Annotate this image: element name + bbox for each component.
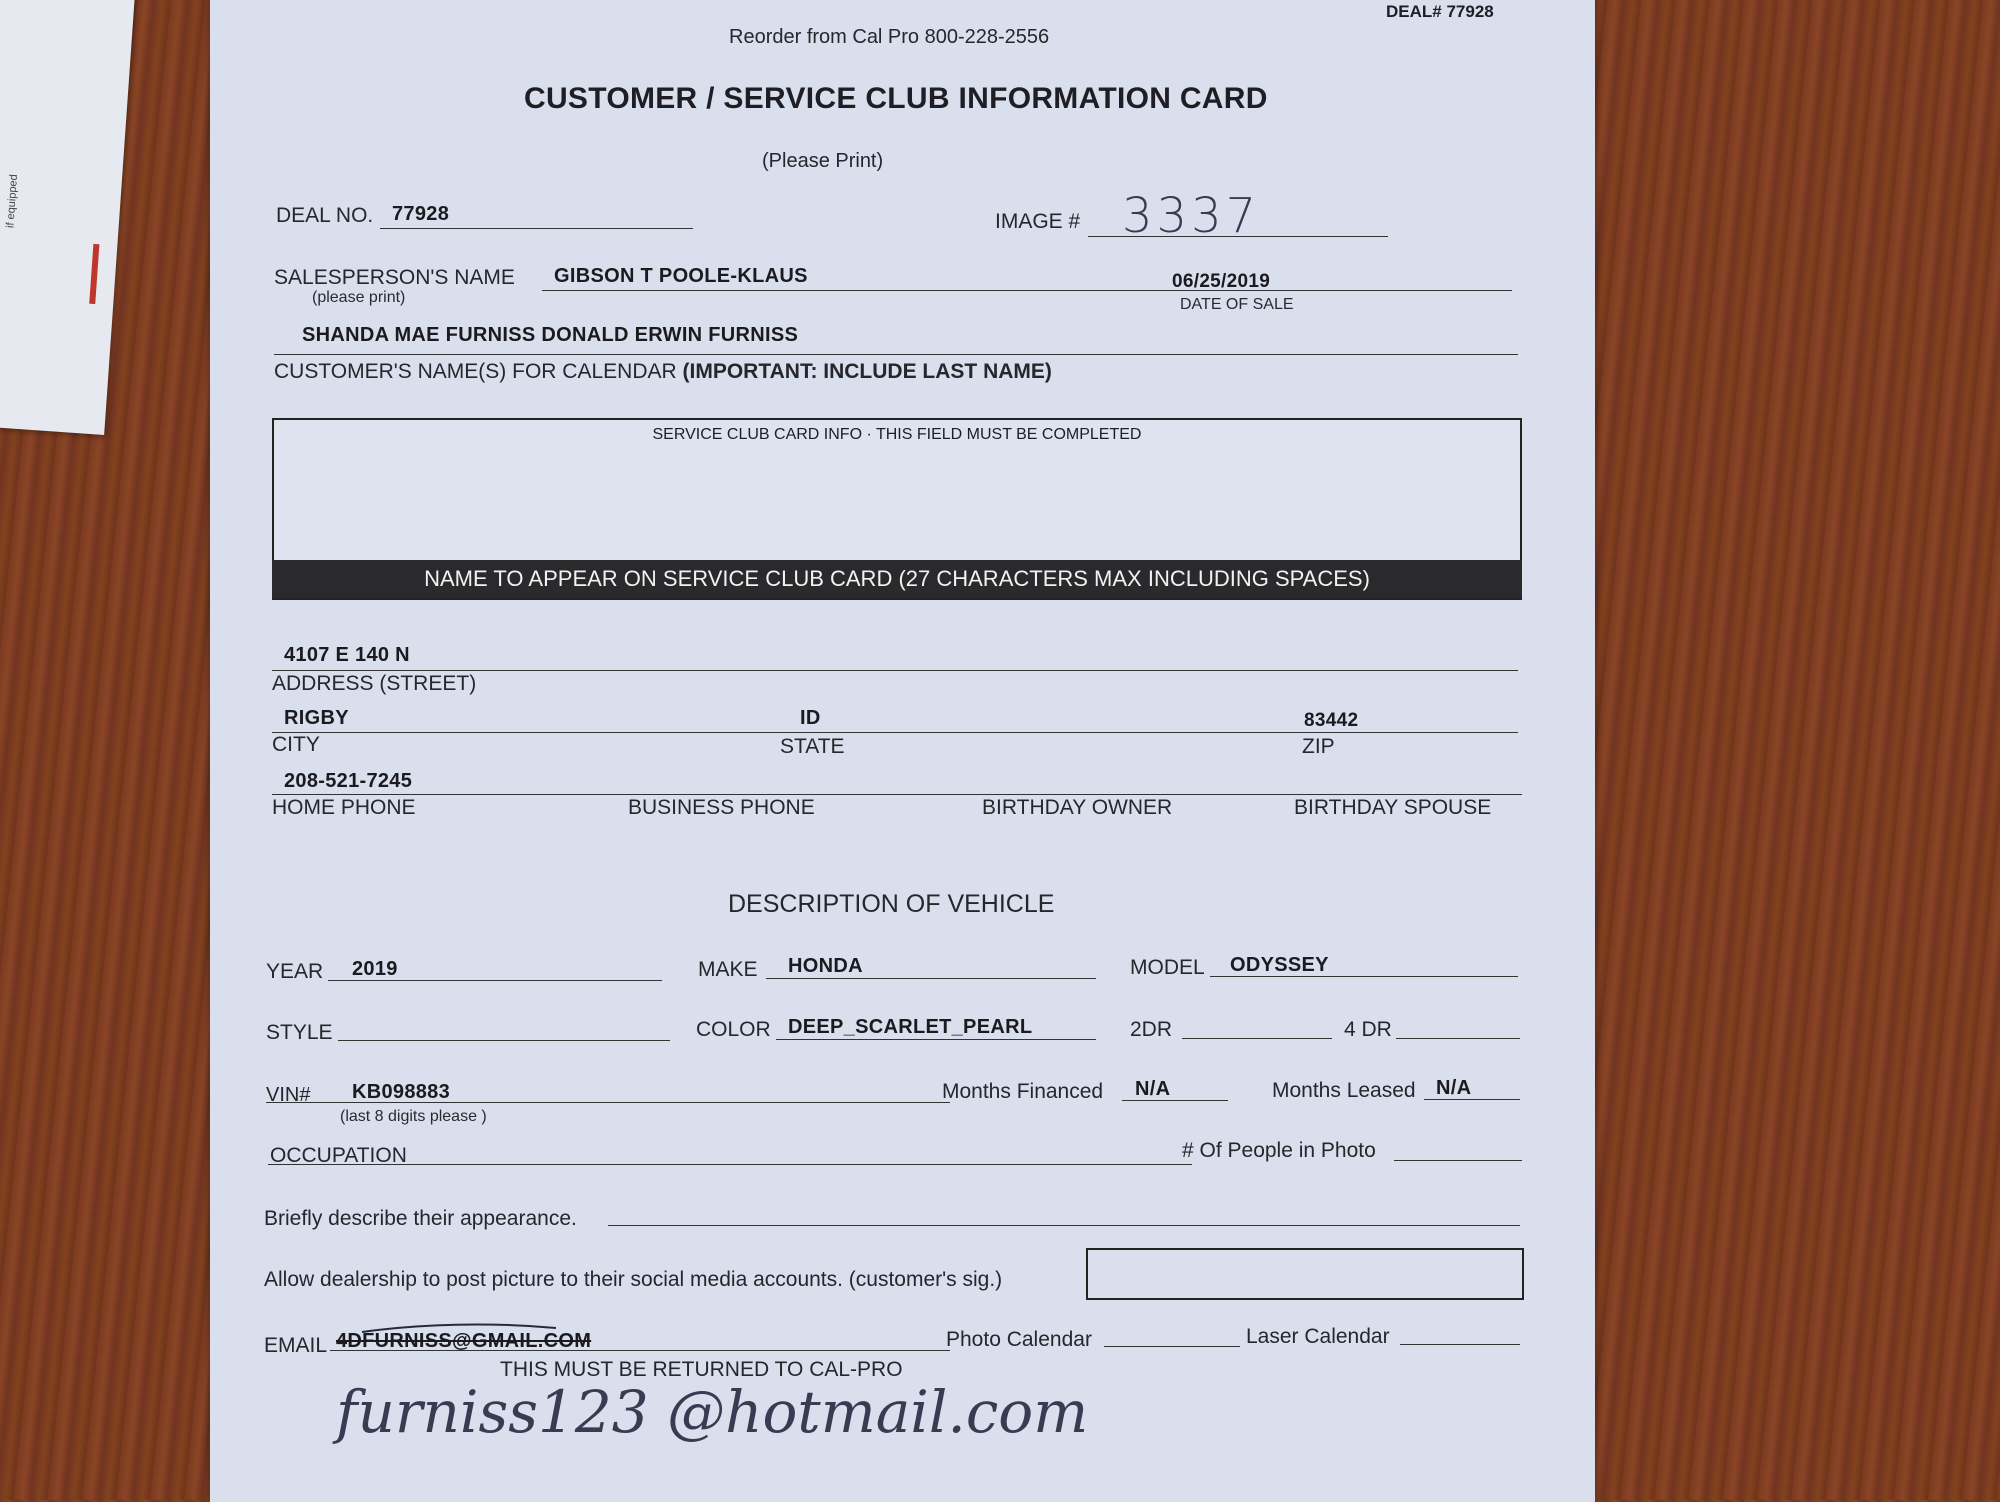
people-in-photo-field[interactable] (1394, 1160, 1522, 1161)
red-mark (89, 244, 99, 304)
style-label: STYLE (266, 1021, 333, 1044)
street-value[interactable]: 4107 E 140 N (284, 644, 410, 666)
make-label: MAKE (698, 958, 758, 981)
appearance-field[interactable] (608, 1225, 1520, 1226)
street-label: ADDRESS (STREET) (272, 672, 477, 695)
service-club-name-field[interactable] (284, 470, 1510, 540)
birthday-owner-label: BIRTHDAY OWNER (982, 796, 1173, 819)
two-dr-field[interactable] (1182, 1038, 1332, 1039)
background-paper (0, 0, 136, 435)
handwritten-email: furniss123 @hotmail.com (336, 1378, 1089, 1446)
salesperson-value[interactable]: GIBSON T POOLE-KLAUS (554, 265, 808, 287)
two-dr-label: 2DR (1130, 1018, 1173, 1041)
photo-calendar-label: Photo Calendar (946, 1328, 1092, 1351)
months-leased-value[interactable]: N/A (1436, 1077, 1472, 1099)
zip-value[interactable]: 83442 (1304, 710, 1359, 731)
deal-corner: DEAL# 77928 (1386, 2, 1494, 21)
date-of-sale-value[interactable]: 06/25/2019 (1172, 271, 1271, 292)
vin-note: (last 8 digits please ) (340, 1108, 487, 1125)
email-value[interactable]: 4DFURNISS@GMAIL.COM (336, 1330, 592, 1352)
city-label: CITY (272, 733, 320, 756)
people-in-photo-label: # Of People in Photo (1182, 1139, 1376, 1162)
appearance-label: Briefly describe their appearance. (264, 1207, 577, 1230)
zip-label: ZIP (1302, 735, 1335, 758)
state-label: STATE (780, 735, 845, 758)
laser-calendar-field[interactable] (1400, 1344, 1520, 1345)
model-value[interactable]: ODYSSEY (1230, 954, 1329, 976)
city-value[interactable]: RIGBY (284, 707, 349, 729)
side-paper-text: if equipped (4, 173, 21, 229)
year-label: YEAR (266, 960, 324, 983)
four-dr-label: 4 DR (1344, 1018, 1392, 1041)
deal-label: DEAL NO. (276, 204, 374, 227)
social-media-label: Allow dealership to post picture to their social media accounts. (customer's sig.) (264, 1268, 1003, 1291)
months-financed-label: Months Financed (942, 1080, 1104, 1103)
service-club-box (272, 418, 1522, 600)
page-title: CUSTOMER / SERVICE CLUB INFORMATION CARD (524, 82, 1268, 115)
model-label: MODEL (1130, 956, 1205, 979)
image-label: IMAGE # (995, 210, 1081, 233)
email-label: EMAIL (264, 1334, 328, 1357)
customer-name-label: CUSTOMER'S NAME(S) FOR CALENDAR (IMPORTANT: INCLUDE LAST NAME) (274, 360, 1052, 383)
laser-calendar-label: Laser Calendar (1246, 1325, 1390, 1348)
deal-value[interactable]: 77928 (392, 203, 450, 225)
vehicle-heading: DESCRIPTION OF VEHICLE (728, 890, 1055, 918)
birthday-spouse-label: BIRTHDAY SPOUSE (1294, 796, 1492, 819)
four-dr-field[interactable] (1396, 1038, 1520, 1039)
style-field[interactable] (338, 1040, 670, 1041)
vin-label: VIN# (266, 1084, 311, 1106)
months-leased-label: Months Leased (1272, 1079, 1416, 1102)
return-note: THIS MUST BE RETURNED TO CAL-PRO (500, 1358, 903, 1381)
reorder-note: Reorder from Cal Pro 800-228-2556 (729, 26, 1050, 48)
image-value[interactable]: 3337 (1122, 188, 1261, 244)
strike-mark (360, 1316, 560, 1336)
date-of-sale-label: DATE OF SALE (1180, 296, 1294, 313)
home-phone-label: HOME PHONE (272, 796, 416, 819)
service-club-bar: NAME TO APPEAR ON SERVICE CLUB CARD (27 CHARACTERS MAX INCLUDING SPACES) (272, 560, 1522, 598)
state-value[interactable]: ID (800, 707, 821, 729)
signature-box[interactable] (1086, 1248, 1524, 1300)
color-value[interactable]: DEEP_SCARLET_PEARL (788, 1016, 1033, 1038)
service-club-header: SERVICE CLUB CARD INFO · THIS FIELD MUST BE COMPLETED (652, 426, 1142, 443)
photo-calendar-field[interactable] (1104, 1346, 1240, 1347)
occupation-label: OCCUPATION (270, 1144, 407, 1167)
occupation-field[interactable] (268, 1164, 1192, 1165)
business-phone-label: BUSINESS PHONE (628, 796, 815, 819)
form-sheet (210, 0, 1595, 1502)
salesperson-label: SALESPERSON'S NAME (274, 266, 515, 289)
year-value[interactable]: 2019 (352, 958, 398, 980)
make-value[interactable]: HONDA (788, 955, 863, 977)
customer-name-value[interactable]: SHANDA MAE FURNISS DONALD ERWIN FURNISS (302, 324, 799, 346)
vin-value[interactable]: KB098883 (352, 1081, 451, 1103)
salesperson-sublabel: (please print) (312, 289, 406, 306)
please-print: (Please Print) (762, 150, 884, 172)
home-phone-value[interactable]: 208-521-7245 (284, 770, 413, 792)
months-financed-value[interactable]: N/A (1135, 1078, 1171, 1100)
color-label: COLOR (696, 1018, 771, 1041)
